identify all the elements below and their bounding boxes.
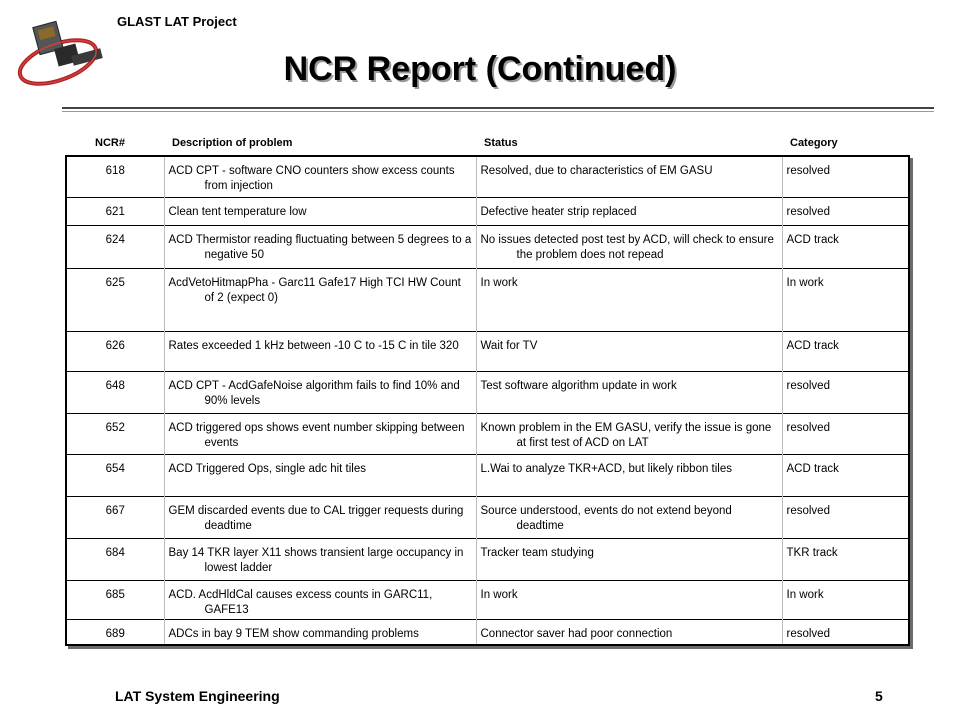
problem-description: AcdVetoHitmapPha - Garc11 Gafe17 High TCI HW Count of 2 (expect 0) [164,268,476,331]
column-header-ncr: NCR# [95,137,125,149]
status-text: Wait for TV [476,331,782,371]
problem-description: ACD CPT - software CNO counters show excess counts from injection [164,156,476,197]
table-row [66,619,909,645]
status-text: Tracker team studying [476,538,782,580]
status-text: In work [476,268,782,331]
ncr-number: 684 [105,546,125,559]
status-text: Known problem in the EM GASU, verify the issue is gone at first test of ACD on LAT [476,413,782,454]
problem-description: ACD CPT - AcdGafeNoise algorithm fails to find 10% and 90% levels [164,371,476,413]
category-text: resolved [782,156,909,197]
problem-description: ACD triggered ops shows event number skipping between events [164,413,476,454]
status-text: In work [476,580,782,619]
ncr-number: 618 [105,165,125,177]
ncr-number: 624 [105,233,125,246]
column-header-category: Category [790,137,838,149]
table-row [66,413,909,454]
category-text: resolved [782,371,909,413]
problem-description: Bay 14 TKR layer X11 shows transient large occupancy in lowest ladder [164,538,476,580]
status-text: Source understood, events do not extend beyond deadtime [476,496,782,538]
status-text: Test software algorithm update in work [476,371,782,413]
status-text: No issues detected post test by ACD, will check to ensure the problem does not repead [476,225,782,268]
status-text: Defective heater strip replaced [476,197,782,225]
ncr-number: 648 [105,379,125,392]
status-text: L.Wai to analyze TKR+ACD, but likely ribbon tiles [476,454,782,496]
category-text: In work [782,580,909,619]
status-text: Resolved, due to characteristics of EM GASU [476,156,782,197]
page-number: 5 [875,688,883,704]
footer-organization: LAT System Engineering [115,688,280,704]
table-row [66,197,909,225]
problem-description: Rates exceeded 1 kHz between -10 C to -15 C in tile 320 [164,331,476,371]
ncr-number: 689 [105,627,125,640]
problem-description: ACD Triggered Ops, single adc hit tiles [164,454,476,496]
column-header-description: Description of problem [172,137,293,149]
status-text: Connector saver had poor connection [476,619,782,645]
project-name: GLAST LAT Project [117,14,237,29]
category-text: resolved [782,496,909,538]
ncr-number: 667 [105,504,125,517]
table-row [66,156,909,197]
ncr-number: 626 [105,339,125,352]
category-text: resolved [782,619,909,645]
ncr-number: 652 [105,421,125,434]
ncr-table [65,155,910,646]
title-divider [62,107,934,112]
category-text: resolved [782,413,909,454]
category-text: ACD track [782,454,909,496]
category-text: ACD track [782,331,909,371]
table-row [66,538,909,580]
table-row [66,225,909,268]
category-text: TKR track [782,538,909,580]
table-row [66,371,909,413]
table-row [66,331,909,371]
problem-description: ACD Thermistor reading fluctuating between 5 degrees to a negative 50 [164,225,476,268]
ncr-number: 621 [105,205,125,218]
problem-description: ADCs in bay 9 TEM show commanding problems [164,619,476,645]
problem-description: ACD. AcdHldCal causes excess counts in GARC11, GAFE13 [164,580,476,619]
problem-description: GEM discarded events due to CAL trigger requests during deadtime [164,496,476,538]
table-row [66,454,909,496]
column-header-status: Status [484,137,518,149]
ncr-number: 654 [105,462,125,475]
table-row [66,268,909,331]
ncr-number: 685 [105,588,125,601]
problem-description: Clean tent temperature low [164,197,476,225]
category-text: ACD track [782,225,909,268]
table-row [66,580,909,619]
category-text: resolved [782,197,909,225]
ncr-number: 625 [105,276,125,289]
page-title: NCR Report (Continued) [283,50,677,88]
category-text: In work [782,268,909,331]
table-row [66,496,909,538]
